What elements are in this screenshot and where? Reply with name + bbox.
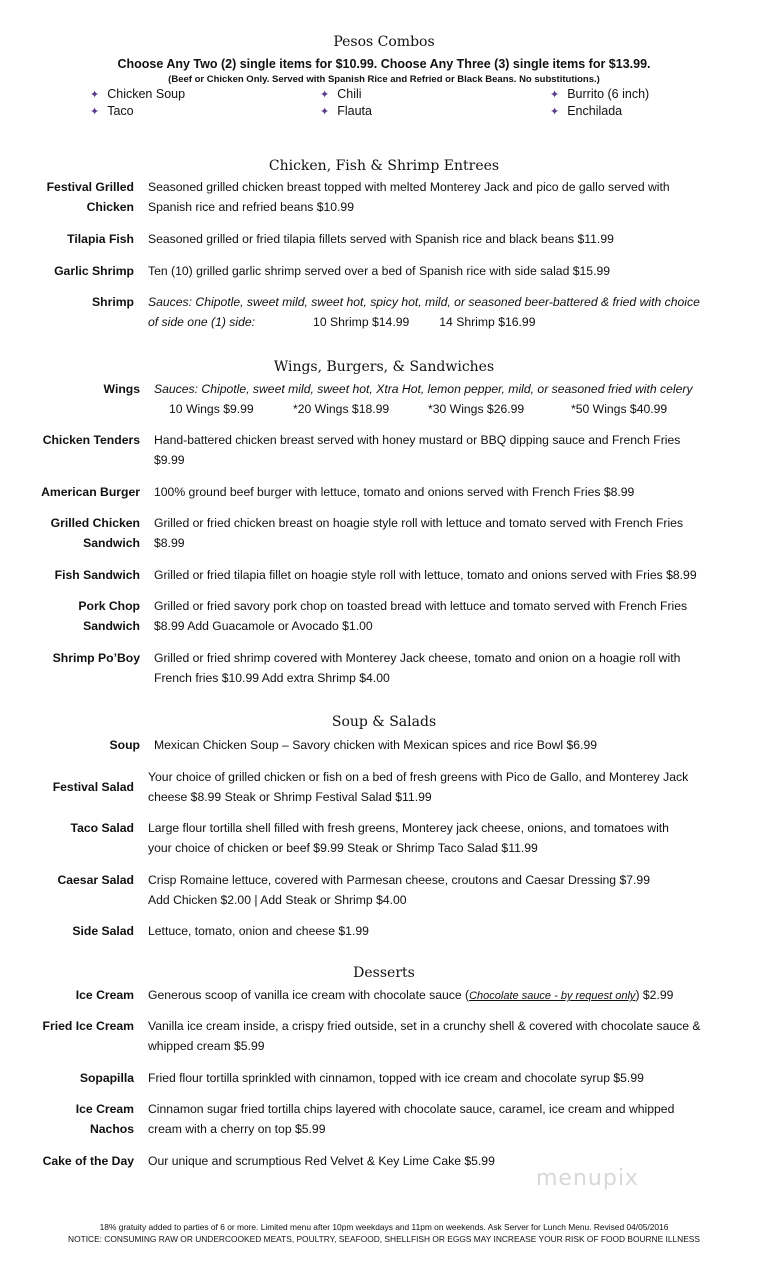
menu-item-label: Grilled Chicken Sandwich: [50, 516, 140, 550]
menu-item-label: Chicken Tenders: [42, 433, 140, 447]
menu-item-description: 100% ground beef burger with lettuce, tomato and onions served with French Fries $8.99: [154, 485, 635, 499]
menu-item-label: Shrimp Po’Boy: [52, 651, 140, 665]
menu-item-label: Caesar Salad: [57, 873, 134, 887]
wings-title: Wings, Burgers, & Sandwiches: [273, 359, 495, 375]
menu-item-label: Ice Cream Nachos: [75, 1102, 134, 1136]
combo-item: ✦ Chili: [320, 87, 362, 101]
wings-price: *50 Wings $40.99: [571, 402, 668, 416]
desserts-title: Desserts: [353, 965, 415, 981]
footer-notice: NOTICE: CONSUMING RAW OR UNDERCOOKED MEATS, POULTRY, SEAFOOD, SHELLFISH OR EGGS MAY INCREASE YOUR RISK OF FOOD BOURNE ILLNESS: [68, 1234, 700, 1244]
menu-item-description: Ten (10) grilled garlic shrimp served over a bed of Spanish rice with side salad $15.99: [148, 264, 611, 278]
combo-item: ✦ Enchilada: [550, 104, 623, 118]
menu-item-label: Garlic Shrimp: [54, 264, 134, 278]
menu-item-label: American Burger: [41, 485, 140, 499]
watermark-logo: menupix: [536, 1166, 639, 1191]
menu-item-description: Grilled or fried shrimp covered with Monterey Jack cheese, tomato and onion on a hoagie roll with French fries $10.99 Add extra Shrimp $4.00: [154, 651, 681, 685]
menu-item-description: Large flour tortilla shell filled with fresh greens, Monterey jack cheese, onions, and tomatoes with your choice of chicken or beef $9.99 Steak or Shrimp Taco Salad $11.99: [148, 821, 669, 855]
menu-item-description: Cinnamon sugar fried tortilla chips layered with chocolate sauce, caramel, ice cream and whipped cream with a cherry on top $5.99: [148, 1102, 675, 1136]
star-bullet-icon: ✦: [320, 106, 330, 118]
menu-item-label: Festival Salad: [52, 780, 134, 794]
menu-item-description: Seasoned grilled chicken breast topped with melted Monterey Jack and pico de gallo served with Spanish rice and refried beans $10.99: [148, 180, 670, 214]
star-bullet-icon: ✦: [320, 89, 330, 101]
menu-item-description: Sauces: Chipotle, sweet mild, sweet hot, spicy hot, mild, or seasoned beer-battered & fried with choice of side one (1) side: 10 Shrimp $14.99 14 Shrimp $16.99: [148, 295, 700, 329]
menu-item-description: Sauces: Chipotle, sweet mild, sweet hot, Xtra Hot, lemon pepper, mild, or seasoned fried with celery: [154, 382, 693, 396]
wings-price: 10 Wings $9.99: [169, 402, 254, 416]
combo-item: ✦ Flauta: [320, 104, 372, 118]
footer-note: 18% gratuity added to parties of 6 or more. Limited menu after 10pm weekdays and 11pm on weekends. Ask Server for Lunch Menu. Revised 04/05/2016: [99, 1222, 669, 1232]
menu-item-description: Mexican Chicken Soup – Savory chicken with Mexican spices and rice Bowl $6.99: [154, 738, 598, 752]
combos-title: Pesos Combos: [333, 34, 435, 50]
menu-item-label: Ice Cream: [75, 988, 134, 1002]
wings-price: *20 Wings $18.99: [293, 402, 390, 416]
menu-item-label: Tilapia Fish: [67, 232, 134, 246]
menu-item-label: Side Salad: [72, 924, 134, 938]
wings-price: *30 Wings $26.99: [428, 402, 525, 416]
menu-item-label: Fried Ice Cream: [42, 1019, 134, 1033]
menu-item-description: Vanilla ice cream inside, a crispy fried outside, set in a crunchy shell & covered with chocolate sauce & whipped cream $5.99: [148, 1019, 701, 1053]
star-bullet-icon: ✦: [90, 89, 100, 101]
combo-item: ✦ Burrito (6 inch): [550, 87, 650, 101]
star-bullet-icon: ✦: [90, 106, 100, 118]
menu-item-description: Grilled or fried tilapia fillet on hoagie style roll with lettuce, tomato and onions served with Fries $8.99: [154, 568, 697, 582]
menu-item-description: Lettuce, tomato, onion and cheese $1.99: [148, 924, 369, 938]
menu-item-description: Your choice of grilled chicken or fish on a bed of fresh greens with Pico de Gallo, and Monterey Jack cheese $8.99 Steak or Shrimp Festival Salad $11.99: [148, 770, 689, 804]
combos-note: (Beef or Chicken Only. Served with Spanish Rice and Refried or Black Beans. No substitutions.): [168, 74, 600, 85]
menu-item-description: Seasoned grilled or fried tilapia fillets served with Spanish rice and black beans $11.99: [148, 232, 614, 246]
combo-item: ✦ Chicken Soup: [90, 87, 186, 101]
menu-item-label: Taco Salad: [70, 821, 134, 835]
menu-item-description: Our unique and scrumptious Red Velvet & Key Lime Cake $5.99: [148, 1154, 495, 1168]
star-bullet-icon: ✦: [550, 89, 560, 101]
menu-item-description: Generous scoop of vanilla ice cream with chocolate sauce (Chocolate sauce - by request only) $2.99: [148, 988, 674, 1002]
menu-item-description: Crisp Romaine lettuce, covered with Parmesan cheese, croutons and Caesar Dressing $7.99 Add Chicken $2.00 | Add Steak or Shrimp $4.00: [148, 873, 650, 907]
entrees-title: Chicken, Fish & Shrimp Entrees: [268, 158, 500, 174]
menu-item-label: Soup: [109, 738, 140, 752]
menu-item-description: Grilled or fried savory pork chop on toasted bread with lettuce and tomato served with French Fries $8.99 Add Guacamole or Avocado $1.00: [154, 599, 688, 633]
menu-item-label: Pork Chop Sandwich: [78, 599, 140, 633]
menu-item-description: Grilled or fried chicken breast on hoagie style roll with lettuce and tomato served with French Fries $8.99: [154, 516, 684, 550]
menu-item-description: Hand-battered chicken breast served with honey mustard or BBQ dipping sauce and French Fries $9.99: [154, 433, 681, 467]
menu-item-label: Shrimp: [92, 295, 134, 309]
combo-item: ✦ Taco: [90, 104, 134, 118]
menu-item-label: Cake of the Day: [42, 1154, 134, 1168]
menu-item-label: Sopapilla: [79, 1071, 134, 1085]
star-bullet-icon: ✦: [550, 106, 560, 118]
soups-title: Soup & Salads: [331, 714, 437, 730]
menu-item-description: Fried flour tortilla sprinkled with cinnamon, topped with ice cream and chocolate syrup $5.99: [148, 1071, 644, 1085]
menu-item-label: Wings: [103, 382, 140, 396]
combos-pricing: Choose Any Two (2) single items for $10.99. Choose Any Three (3) single items for $13.99.: [117, 57, 651, 71]
menu-item-label: Festival Grilled Chicken: [46, 180, 134, 214]
menu-item-label: Fish Sandwich: [54, 568, 140, 582]
